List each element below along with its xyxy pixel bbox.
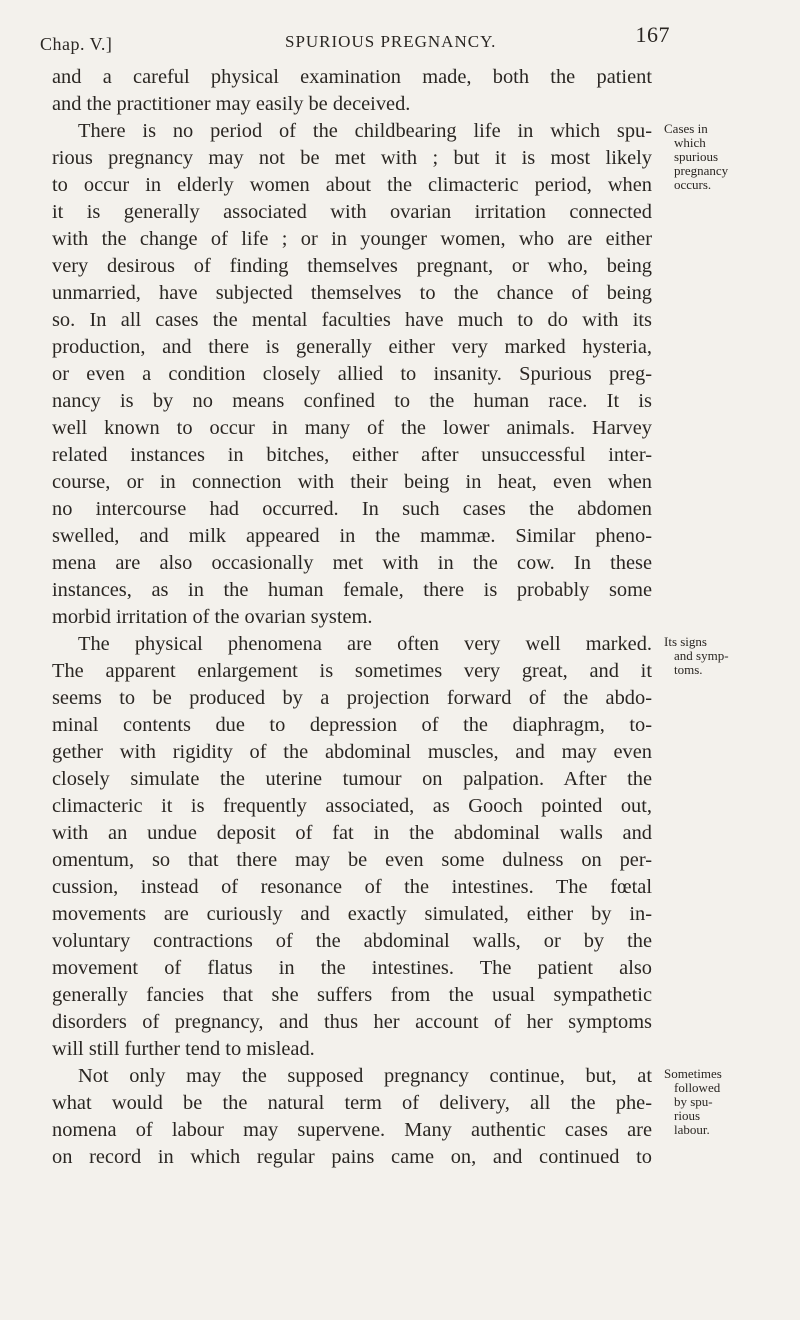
margin-note [664,635,794,677]
margin-note-line: Sometimes [664,1066,722,1081]
text-line: well known to occur in many of the lower animals. Harvey [52,417,652,439]
text-line: course, or in connection with their being in heat, even when [52,471,652,493]
margin-note-line: toms. [674,662,703,677]
text-line: movement of flatus in the intestines. The patient also [52,957,652,979]
margin-note-line: Cases in [664,121,708,136]
text-line: mena are also occasionally met with in the cow. In these [52,552,652,574]
text-line: minal contents due to depression of the diaphragm, to- [52,714,652,736]
text-line: related instances in bitches, either after unsuccessful inter- [52,444,652,466]
text-line: and a careful physical examination made, both the patient [52,66,652,88]
text-line: morbid irritation of the ovarian system. [52,606,373,628]
chapter-label: Chap. V.] [40,34,113,54]
text-line: production, and there is generally either very marked hysteria, [52,336,652,358]
text-line: closely simulate the uterine tumour on palpation. After the [52,768,652,790]
text-line: omentum, so that there may be even some dulness on per- [52,849,652,871]
text-line: The physical phenomena are often very well marked. [78,633,652,655]
text-line: nomena of labour may supervene. Many authentic cases are [52,1119,652,1141]
text-line: gether with rigidity of the abdominal muscles, and may even [52,741,652,763]
text-line: voluntary contractions of the abdominal walls, or by the [52,930,652,952]
margin-note-line: rious [674,1108,700,1123]
margin-note-line: spurious [674,149,719,164]
text-line: instances, as in the human female, there is probably some [52,579,652,601]
text-line: no intercourse had occurred. In such cases the abdomen [52,498,652,520]
text-line: Not only may the supposed pregnancy continue, but, at [78,1065,652,1087]
text-line: or even a condition closely allied to insanity. Spurious preg- [52,363,652,385]
text-line: seems to be produced by a projection forward of the abdo- [52,687,652,709]
text-line: disorders of pregnancy, and thus her account of her symptoms [52,1011,652,1033]
text-line: There is no period of the childbearing life in which spu- [78,120,652,142]
body-text [52,64,652,1171]
text-line: cussion, instead of resonance of the intestines. The fœtal [52,876,652,898]
text-line: very desirous of finding themselves pregnant, or who, being [52,255,652,277]
margin-note-line: occurs. [674,177,712,192]
margin-note-line: pregnancy [674,163,729,178]
text-line: unmarried, have subjected themselves to the chance of being [52,282,652,304]
text-line: rious pregnancy may not be met with ; but it is most likely [52,147,652,169]
margin-note-line: Its signs [664,634,707,649]
text-line: nancy is by no means confined to the human race. It is [52,390,652,412]
text-line: what would be the natural term of delivery, all the phe- [52,1092,652,1114]
margin-note [664,1067,794,1137]
running-title: SPURIOUS PREGNANCY. [285,32,497,51]
text-line: swelled, and milk appeared in the mammæ. Similar pheno- [52,525,652,547]
text-line: on record in which regular pains came on, and continued to [52,1146,652,1168]
page-number: 167 [635,22,670,47]
text-line: so. In all cases the mental faculties have much to do with its [52,309,652,331]
text-line: The apparent enlargement is sometimes very great, and it [52,660,652,682]
margin-note [664,122,794,192]
text-line: and the practitioner may easily be deceived. [52,93,411,115]
text-line: generally fancies that she suffers from the usual sympathetic [52,984,652,1006]
margin-note-line: labour. [674,1122,710,1137]
text-line: will still further tend to mislead. [52,1038,315,1060]
text-line: climacteric it is frequently associated, as Gooch pointed out, [52,795,652,817]
text-line: with an undue deposit of fat in the abdominal walls and [52,822,652,844]
margin-note-line: followed [674,1080,721,1095]
margin-note-line: and symp- [674,648,729,663]
text-line: with the change of life ; or in younger women, who are either [52,228,652,250]
text-line: it is generally associated with ovarian irritation connected [52,201,652,223]
margin-note-line: by spu- [674,1094,713,1109]
text-line: to occur in elderly women about the climacteric period, when [52,174,652,196]
running-head [40,22,670,62]
margin-note-line: which [674,135,706,150]
text-line: movements are curiously and exactly simulated, either by in- [52,903,652,925]
